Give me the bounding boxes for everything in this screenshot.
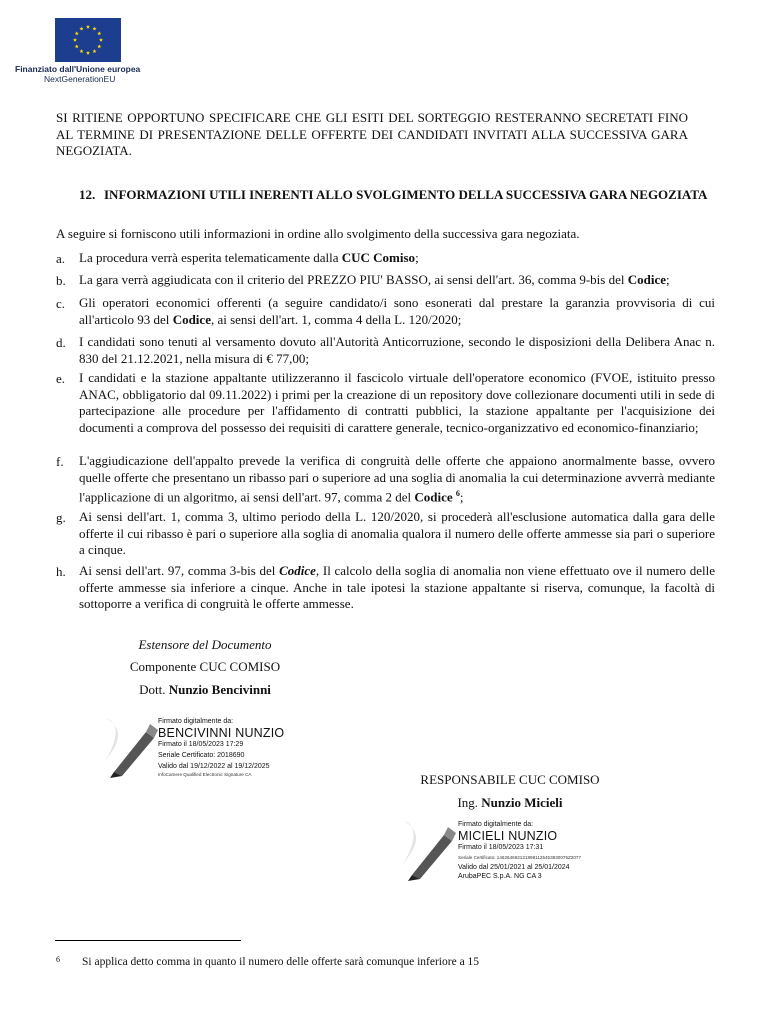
list-item-bold: Codice [172,311,211,327]
sig1-ca: InfoCamere Qualified Electronic Signature CA [158,772,252,777]
list-item-text: L'aggiudicazione dell'appalto prevede la verifica di congruità delle offerte che appaiono anormalmente basse, ovvero quelle offerte che presentano un ribasso pari o superiore ad una soglia di anomalia la cui determinazione avverrà mediante l'applicazione di un algoritmo, ai sensi dell'art. 97, comma 2 del [79,453,715,505]
list-item-text: I candidati e la stazione appaltante utilizzeranno il fascicolo virtuale dell'operatore economico (FVOE, istituito presso ANAC, obbligatorio dal 09.11.2022) i primi per la creazione di un repository dove collezionare documenti utili in sede di partecipazione alle procedure per l'affidamento di contratti pubblici, la stazione appaltante per l'acquisizione dei documenti a comprova del possesso dei requisiti di carattere generale, tecnico-organizzativo ed economico-finanziario; [79,370,715,435]
pen-icon [100,712,160,778]
section-number: 12. [79,187,96,202]
eu-stars-icon [55,18,121,62]
signer2-office: RESPONSABILE CUC COMISO [420,772,600,787]
list-item-letter: c. [56,296,66,311]
logo-caption-line2: NextGenerationEU [44,74,116,84]
list-item-bold: CUC Comiso [341,250,416,265]
footnote-number: 6 [56,955,60,964]
signer2-name: Nunzio Micieli [481,795,563,810]
list-item [79,370,715,436]
list-item-letter: g. [56,510,66,525]
section-title: INFORMAZIONI UTILI INERENTI ALLO SVOLGIMENTO DELLA SUCCESSIVA GARA NEGOZIATA [104,187,708,202]
footnote-reference[interactable]: 6 [455,489,460,498]
signer1-office: Componente CUC COMISO [129,659,281,674]
list-item-letter: e. [56,371,66,386]
signer1-title: Dott. [139,682,169,697]
list-item [79,509,715,559]
list-item-text: Ai sensi dell'art. 1, comma 3, ultimo periodo della L. 120/2020, si procederà all'esclusione automatica dalla gara delle offerte il cui ribasso è pari o superiore alla soglia di anomalia qualora il numero delle offerte ammesse sia pari o superiore a cinque. [79,509,715,557]
signer1-name-line [100,682,310,699]
logo-caption-line1: Finanziato dall'Unione europea [15,64,141,74]
list-item [79,453,715,506]
list-item-bold: Codice [627,272,667,287]
list-item-text: Gli operatori economici offerenti (a seguire candidato/i sono esonerati dal prestare la garanzia provvisoria di cui all'articolo 93 del [79,295,715,327]
sig2-header: Firmato digitalmente da: [458,821,534,828]
eu-flag-logo [55,18,121,62]
list-item-letter: d. [56,335,66,350]
signer2-name-line [390,795,630,812]
list-item-text: La procedura verrà esperita telematicamente dalla [79,250,342,265]
list-item-letter: a. [56,251,66,266]
sig2-ca: ArubaPEC S.p.A. NG CA 3 [458,873,542,880]
list-item-letter: b. [56,273,66,288]
list-item-text-tail: ; [415,250,419,265]
list-item-text-tail: ; [666,272,670,287]
list-item-text-tail: , Il calcolo della soglia di anomalia non viene effettuato ove il numero delle offerte ammesse sia inferiore a cinque. Anche in tale ipotesi la stazione appaltante si riserva, comunque, la facoltà di sottoporre a verifica di congruità le offerte ammesse. [79,563,715,611]
intro-paragraph: SI RITIENE OPPORTUNO SPECIFICARE CHE GLI ESITI DEL SORTEGGIO RESTERANNO SECRETATI FINO AL TERMINE DI PRESENTAZIONE DELLE OFFERTE DEI CANDIDATI INVITATI ALLA SUCCESSIVA GARA NEGOZIATA. [56,110,688,158]
list-item-letter: f. [56,454,64,469]
sig2-valid: Valido dal 25/01/2021 al 25/01/2024 [458,864,570,871]
signature-stamp-2 [458,820,628,881]
list-item-text: Ai sensi dell'art. 97, comma 3-bis del [79,563,280,578]
sig1-date: Firmato il 18/05/2023 17:29 [158,741,244,748]
list-item [79,295,715,328]
list-item-text-tail: ; [459,489,464,505]
signer1-name: Nunzio Bencivinni [168,682,271,697]
list-item [79,334,715,367]
signer2-title: Ing. [457,795,482,810]
footnote-text: Si applica detto comma in quanto il numero delle offerte sarà comunque inferiore a 15 [82,956,480,968]
sig1-serial: Seriale Certificato: 2018690 [158,752,245,759]
list-item-bold: Codice [414,489,453,505]
list-item-text: I candidati sono tenuti al versamento dovuto all'Autorità Anticorruzione, secondo le disposizioni della Delibera Anac n. 830 del 21.12.2021, nella misura di € 77,00; [79,334,715,366]
footnote-separator [55,940,241,941]
list-item-bold: Codice [279,563,316,578]
list-item [79,272,715,289]
list-item-text: La gara verrà aggiudicata con il criterio del PREZZO PIU' BASSO, ai sensi dell'art. 36, comma 9-bis del [79,272,628,287]
section-lead: A seguire si forniscono utili informazioni in ordine allo svolgimento della successiva gara negoziata. [56,226,580,241]
sig2-name: MICIELI NUNZIO [458,829,558,843]
signature-stamp-1 [158,717,318,778]
sig1-name: BENCIVINNI NUNZIO [158,726,285,740]
sig2-serial: Seriale Certificato: 1462646621218981125453830075Z2077 [458,855,582,860]
list-item-text-tail: , ai sensi dell'art. 1, comma 4 della L. 120/2020; [210,311,462,327]
list-item [79,250,715,267]
pen-icon [398,815,458,881]
sig2-date: Firmato il 18/05/2023 17:31 [458,844,544,851]
sig1-valid: Valido dal 19/12/2022 al 19/12/2025 [158,763,270,770]
signer1-role: Estensore del Documento [138,637,272,652]
list-item-letter: h. [56,564,66,579]
sig1-header: Firmato digitalmente da: [158,718,234,725]
list-item [79,563,715,613]
